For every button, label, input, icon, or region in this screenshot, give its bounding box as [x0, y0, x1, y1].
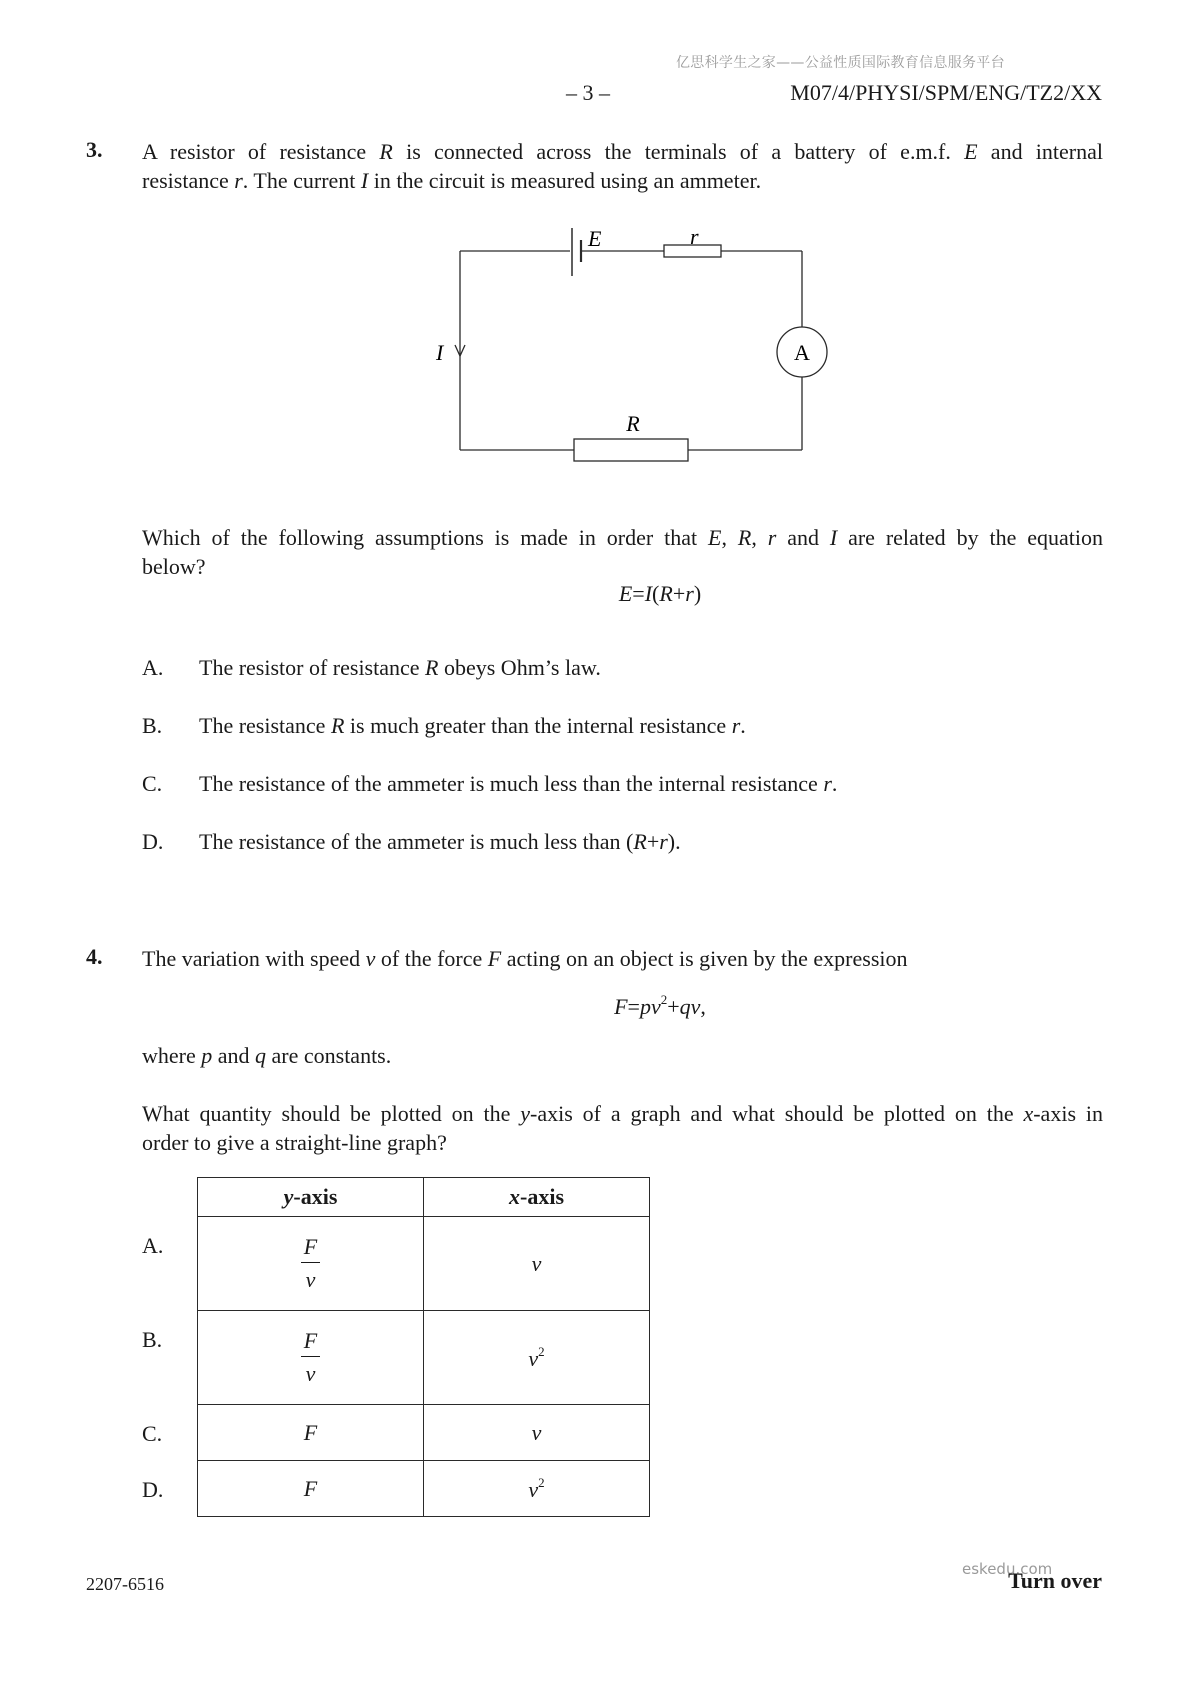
- q3-option-c-text: The resistance of the ammeter is much less than the internal resistance r.: [199, 771, 838, 796]
- q4-option-a-letter: A.: [142, 1233, 164, 1258]
- table-row: [198, 1461, 650, 1517]
- q4-stem: The variation with speed v of the force F acting on an object is given by the expression: [142, 946, 908, 971]
- q4-question-line2: order to give a straight-line graph?: [142, 1130, 447, 1155]
- q4-where: where p and q are constants.: [142, 1043, 392, 1068]
- table-row: [198, 1405, 650, 1461]
- table-header-row: [198, 1178, 650, 1217]
- q3-option-c-letter: C.: [142, 771, 163, 796]
- q4-question-line1: What quantity should be plotted on the y-axis of a graph and what should be plotted on the x-axis in: [142, 1101, 1103, 1126]
- turn-over: Turn over: [1008, 1568, 1102, 1593]
- header-y-axis: y-axis: [198, 1178, 424, 1217]
- header-watermark: 亿思科学生之家——公益性质国际教育信息服务平台: [676, 55, 1005, 71]
- q3-option-d-letter: D.: [142, 829, 164, 854]
- row-a-y: [198, 1217, 424, 1311]
- q3-question-line1: Which of the following assumptions is made in order that E, R, r and I are related by the equation: [142, 525, 1104, 550]
- table-row: [198, 1311, 650, 1405]
- q3-question-line2: below?: [142, 554, 206, 579]
- page-number: – 3 –: [566, 80, 610, 105]
- q4-option-b-letter: B.: [142, 1327, 163, 1352]
- q3-option-a-text: The resistor of resistance R obeys Ohm’s law.: [199, 655, 601, 680]
- q3-option-b-letter: B.: [142, 713, 163, 738]
- q4-equation: $F=pv^2+qv$,: [614, 992, 706, 1019]
- fraction-f-over-v: $\frac{F}{v}$: [301, 1234, 320, 1293]
- label-E: E: [588, 226, 602, 251]
- footer-code: 2207-6516: [86, 1574, 164, 1594]
- label-R: R: [626, 411, 640, 436]
- q3-option-d-text: The resistance of the ammeter is much less than (R+r).: [199, 829, 681, 854]
- q4-option-c-letter: C.: [142, 1421, 163, 1446]
- row-c-x: v: [424, 1405, 650, 1461]
- fraction-f-over-v: $\frac{F}{v}$: [301, 1328, 320, 1387]
- q4-question: [142, 1099, 1103, 1157]
- q4-number: 4.: [86, 944, 103, 969]
- row-b-y: [198, 1311, 424, 1405]
- footer-watermark: eskedu.com: [962, 1560, 1053, 1578]
- table-row: [198, 1217, 650, 1311]
- row-c-y: F: [198, 1405, 424, 1461]
- row-d-x: $v^2$: [424, 1461, 650, 1517]
- label-r: r: [690, 224, 699, 249]
- q3-question: [142, 523, 1103, 581]
- circuit-diagram: [0, 0, 1191, 520]
- row-b-x: $v^2$: [424, 1311, 650, 1405]
- q3-stem-line2: resistance r. The current I in the circuit is measured using an ammeter.: [142, 168, 762, 193]
- row-d-y: F: [198, 1461, 424, 1517]
- resistor-R: [574, 439, 688, 461]
- header-x-axis: x-axis: [424, 1178, 650, 1217]
- q3-equation: E=I(R+r): [618, 581, 702, 606]
- q3-number: 3.: [86, 137, 103, 162]
- q3-option-b-text: The resistance R is much greater than the internal resistance r.: [199, 713, 746, 738]
- q3-option-a-letter: A.: [142, 655, 164, 680]
- q3-stem-line1: A resistor of resistance R is connected across the terminals of a battery of e.m.f. E and internal: [142, 139, 1103, 164]
- q4-option-d-letter: D.: [142, 1477, 164, 1502]
- label-A: A: [794, 340, 810, 365]
- row-a-x: v: [424, 1217, 650, 1311]
- q4-answer-table: [197, 1177, 650, 1517]
- label-I: I: [436, 340, 444, 365]
- paper-code: M07/4/PHYSI/SPM/ENG/TZ2/XX: [790, 80, 1102, 105]
